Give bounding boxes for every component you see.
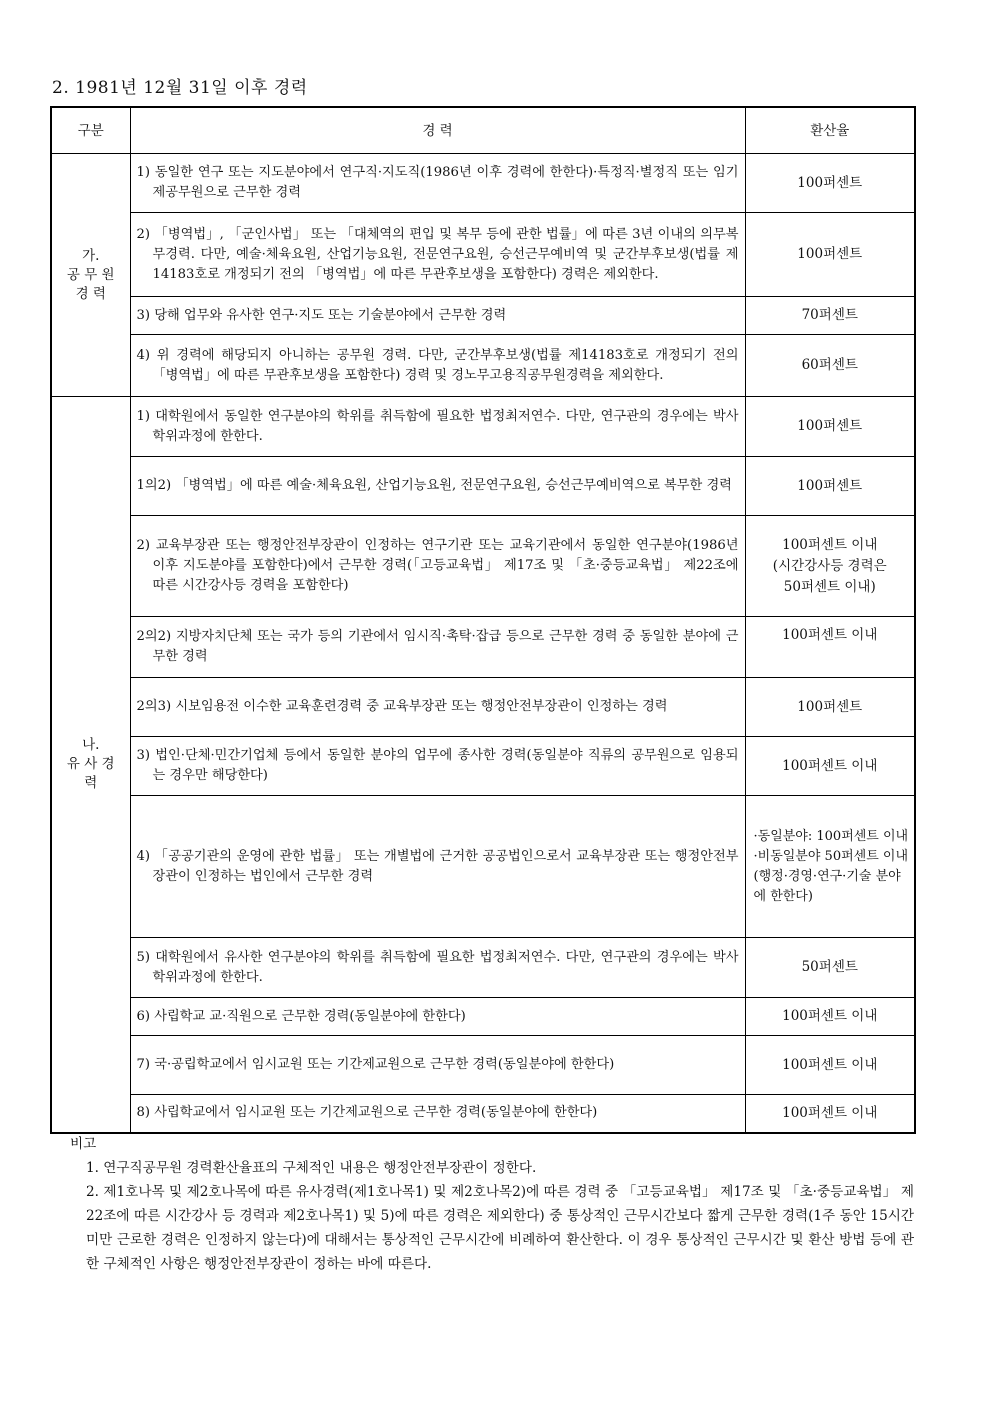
career-item — [130, 737, 745, 796]
career-text: 2) 「병역법」, 「군인사법」 또는 「대체역의 편입 및 복무 등에 관한 법률」에 따른 3년 이내의 의무복무경력. 다만, 예술·체육요원, 산업기능요원, 전문연구요원, 승선근무예비역 및 군간부후보생(법률 제14183호로 개정되기 전의 「병역법」에 따른 무관후보생을 포함한다) 경력은 제외한다. — [136, 226, 739, 282]
rate-cell: 100퍼센트 — [745, 154, 915, 213]
table-row — [51, 154, 915, 213]
rate-cell: 100퍼센트 이내 — [745, 1036, 915, 1095]
rate-cell: 100퍼센트 이내 — [745, 617, 915, 678]
table-row — [51, 617, 915, 678]
table-row — [51, 457, 915, 516]
remarks-section — [70, 1132, 914, 1276]
career-item — [130, 617, 745, 678]
career-item — [130, 297, 745, 335]
group-label-similar-career — [51, 397, 130, 1133]
career-item — [130, 1095, 745, 1133]
group-label-text: 나. 유 사 경 력 — [66, 736, 115, 791]
career-text: 7) 국·공립학교에서 임시교원 또는 기간제교원으로 근무한 경력(동일분야에 한한다) — [136, 1057, 615, 1072]
table-row — [51, 678, 915, 737]
group-label-text: 가. 공 무 원 경 력 — [66, 247, 115, 302]
remark-item: 2. 제1호나목 및 제2호나목에 따른 유사경력(제1호나목1) 및 제2호나목2)에 따른 경력 중 「고등교육법」 제17조 및 「초·중등교육법」 제22조에 따른 시간강사 등 경력과 제2호나목1) 및 5)에 따른 경력은 제외한다) 중 통상적인 근무시간보다 짧게 근무한 경력(1주 동안 15시간 미만 근로한 경력은 인정하지 않는다)에 대해서는 통상적인 근무시간에 비례하여 환산한다. 이 경우 통상적인 근무시간 및 환산 방법 등에 관한 구체적인 사항은 행정안전부장관이 정하는 바에 따른다. — [86, 1184, 914, 1272]
table-row — [51, 1036, 915, 1095]
header-rate: 환산율 — [745, 107, 915, 154]
career-item — [130, 397, 745, 457]
rate-cell: 100퍼센트 이내 — [745, 1095, 915, 1133]
career-item — [130, 678, 745, 737]
career-text: 3) 당해 업무와 유사한 연구·지도 또는 기술분야에서 근무한 경력 — [136, 307, 507, 323]
table-header-row — [51, 107, 915, 154]
remark-item: 1. 연구직공무원 경력환산율표의 구체적인 내용은 행정안전부장관이 정한다. — [86, 1160, 537, 1176]
rate-cell: 100퍼센트 이내 (시간강사등 경력은 50퍼센트 이내) — [745, 516, 915, 617]
career-text: 1의2) 「병역법」에 따른 예술·체육요원, 산업기능요원, 전문연구요원, 승선근무예비역으로 복무한 경력 — [136, 478, 732, 493]
career-text: 3) 법인·단체·민간기업체 등에서 동일한 분야의 업무에 종사한 경력(동일분야 직류의 공무원으로 임용되는 경우만 해당한다) — [136, 748, 739, 783]
table-row — [51, 516, 915, 617]
career-item — [130, 335, 745, 397]
rate-cell: 100퍼센트 이내 — [745, 737, 915, 796]
rate-cell: 70퍼센트 — [745, 297, 915, 335]
rate-cell: 60퍼센트 — [745, 335, 915, 397]
table-row — [51, 335, 915, 397]
table-row — [51, 938, 915, 998]
table-row — [51, 998, 915, 1036]
table-row — [51, 1095, 915, 1133]
career-item — [130, 516, 745, 617]
group-label-civil-servant — [51, 154, 130, 397]
header-career: 경 력 — [130, 107, 745, 154]
career-item — [130, 1036, 745, 1095]
rate-cell: 100퍼센트 — [745, 678, 915, 737]
career-text: 4) 위 경력에 해당되지 아니하는 공무원 경력. 다만, 군간부후보생(법률 제14183호로 개정되기 전의 「병역법」에 따른 무관후보생을 포함한다) 경력 및 경노무고용직공무원경력을 제외한다. — [136, 347, 739, 383]
career-text: 5) 대학원에서 유사한 연구분야의 학위를 취득함에 필요한 법정최저연수. 다만, 연구관의 경우에는 박사학위과정에 한한다. — [136, 949, 739, 985]
career-item — [130, 938, 745, 998]
table-row — [51, 796, 915, 938]
career-text: 2의2) 지방자치단체 또는 국가 등의 기관에서 임시직·촉탁·잡급 등으로 근무한 경력 중 동일한 분야에 근무한 경력 — [136, 629, 739, 664]
table-row — [51, 737, 915, 796]
career-text: 1) 동일한 연구 또는 지도분야에서 연구직·지도직(1986년 이후 경력에 한한다)·특정직·별정직 또는 임기제공무원으로 근무한 경력 — [136, 165, 739, 200]
career-item — [130, 796, 745, 938]
rate-cell: ·동일분야: 100퍼센트 이내 ·비동일분야 50퍼센트 이내(행정·경영·연구·기술 분야에 한한다) — [745, 796, 915, 938]
table-row — [51, 213, 915, 297]
rate-cell: 50퍼센트 — [745, 938, 915, 998]
career-conversion-table — [50, 106, 916, 1134]
career-item — [130, 457, 745, 516]
career-text: 1) 대학원에서 동일한 연구분야의 학위를 취득함에 필요한 법정최저연수. 다만, 연구관의 경우에는 박사학위과정에 한한다. — [136, 408, 739, 444]
table-row — [51, 397, 915, 457]
section-heading: 2. 1981년 12월 31일 이후 경력 — [52, 78, 308, 98]
career-text: 2) 교육부장관 또는 행정안전부장관이 인정하는 연구기관 또는 교육기관에서 동일한 연구분야(1986년 이후 지도분야를 포함한다)에서 근무한 경력(「고등교육법」 제17조 및 「초·중등교육법」 제22조에 따른 시간강사등 경력을 포함한다) — [136, 538, 739, 593]
rate-cell: 100퍼센트 — [745, 457, 915, 516]
header-category: 구분 — [51, 107, 130, 154]
rate-cell: 100퍼센트 — [745, 213, 915, 297]
table-row — [51, 297, 915, 335]
career-text: 2의3) 시보임용전 이수한 교육훈련경력 중 교육부장관 또는 행정안전부장관이 인정하는 경력 — [136, 699, 668, 714]
career-text: 6) 사립학교 교·직원으로 근무한 경력(동일분야에 한한다) — [136, 1008, 466, 1024]
career-text: 8) 사립학교에서 임시교원 또는 기간제교원으로 근무한 경력(동일분야에 한한다) — [136, 1105, 598, 1121]
career-item — [130, 154, 745, 213]
career-text: 4) 「공공기관의 운영에 관한 법률」 또는 개별법에 근거한 공공법인으로서 교육부장관 또는 행정안전부장관이 인정하는 법인에서 근무한 경력 — [136, 848, 739, 884]
remarks-title: 비고 — [70, 1136, 97, 1152]
career-item — [130, 213, 745, 297]
career-item — [130, 998, 745, 1036]
rate-cell: 100퍼센트 — [745, 397, 915, 457]
rate-cell: 100퍼센트 이내 — [745, 998, 915, 1036]
